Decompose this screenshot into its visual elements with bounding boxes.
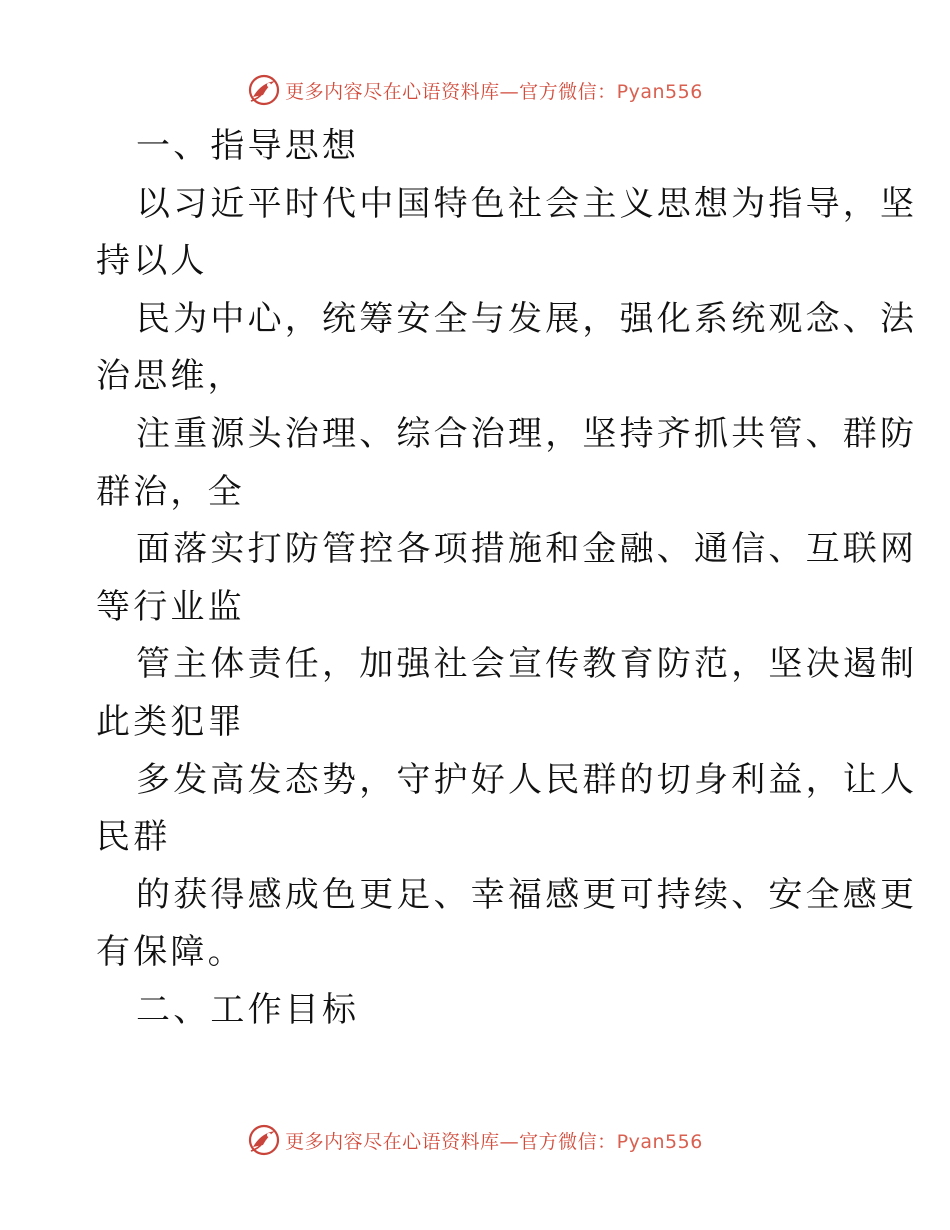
paragraph-line: 群治，全 bbox=[96, 471, 245, 512]
wechat-id: Pyan556 bbox=[616, 80, 703, 103]
watermark-label: 更多内容尽在心语资料库—官方微信： bbox=[285, 80, 617, 103]
paragraph-line: 治思维， bbox=[96, 356, 245, 397]
footer-watermark bbox=[0, 1120, 950, 1160]
section-heading: 一、指导思想 bbox=[136, 126, 360, 166]
pen-nib-logo-icon bbox=[247, 73, 281, 107]
paragraph-line: 管主体责任，加强社会宣传教育防范，坚决遏制 bbox=[136, 644, 918, 685]
watermark-text bbox=[285, 1127, 703, 1154]
pen-nib-logo-icon bbox=[247, 1123, 281, 1157]
paragraph-line: 民群 bbox=[96, 817, 171, 858]
wechat-id: Pyan556 bbox=[616, 1130, 703, 1153]
paragraph-line: 以习近平时代中国特色社会主义思想为指导，坚 bbox=[136, 183, 918, 224]
paragraph-line: 多发高发态势，守护好人民群的切身利益，让人 bbox=[136, 759, 918, 800]
paragraph-line: 注重源头治理、综合治理，坚持齐抓共管、群防 bbox=[136, 413, 918, 454]
section-heading: 二、工作目标 bbox=[136, 989, 360, 1030]
paragraph-line: 有保障。 bbox=[96, 932, 245, 973]
paragraph-line: 民为中心，统筹安全与发展，强化系统观念、法 bbox=[136, 298, 918, 339]
watermark-label: 更多内容尽在心语资料库—官方微信： bbox=[285, 1130, 617, 1153]
paragraph-line: 的获得感成色更足、幸福感更可持续、安全感更 bbox=[136, 874, 918, 915]
paragraph-line: 等行业监 bbox=[96, 586, 245, 627]
paragraph-line: 面落实打防管控各项措施和金融、通信、互联网 bbox=[136, 529, 918, 570]
paragraph-line: 此类犯罪 bbox=[96, 701, 245, 742]
header-watermark bbox=[0, 70, 950, 110]
paragraph-line: 持以人 bbox=[96, 241, 208, 282]
watermark-text bbox=[285, 77, 703, 104]
document-body bbox=[96, 118, 918, 1040]
